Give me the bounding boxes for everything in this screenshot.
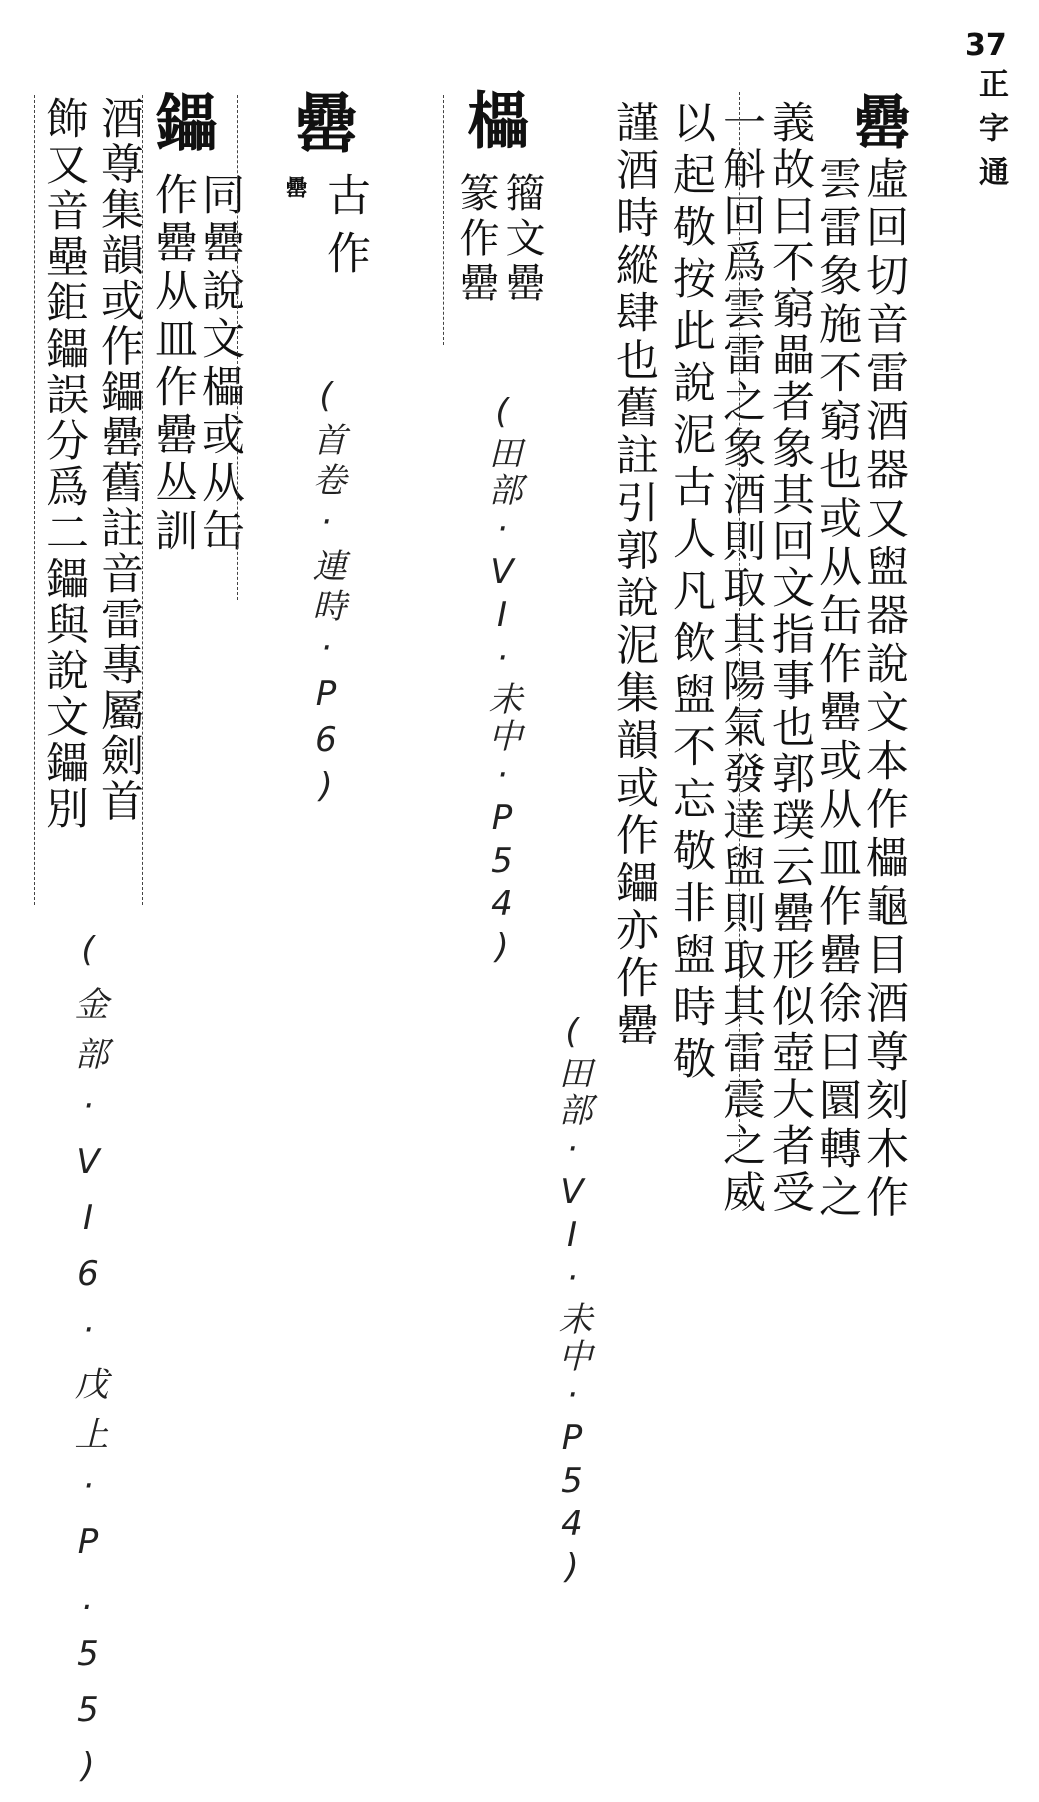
entry-text-column: 篆作罍 bbox=[453, 172, 499, 307]
entry-text-column: 酒尊集韻或作鑘罍舊註音雷專屬劍首 bbox=[94, 96, 144, 824]
variant-glyph: 罍 bbox=[282, 176, 308, 198]
entry-text-column: 作罍从皿作罍丛訓 bbox=[148, 172, 198, 556]
source-note: (金部·VI6·戊上·P.55) bbox=[68, 930, 108, 1802]
entry-text-column: 雲雷象施不窮也或从缶作罍或从皿作罍徐曰圜轉之 bbox=[812, 156, 862, 1223]
column-rule bbox=[237, 95, 238, 600]
page-number: 37 bbox=[965, 28, 1007, 63]
headword: 罍 bbox=[843, 92, 911, 150]
entry-text-column: 謹酒時縱肆也舊註引郭說泥集韻或作鑘亦作罍 bbox=[609, 100, 659, 1050]
book-title: 正字通 bbox=[973, 68, 1008, 200]
entry-text-column: 虛回切音雷酒器又盥器說文本作櫑龜目酒尊刻木作 bbox=[859, 156, 909, 1223]
headword: 櫑 bbox=[457, 88, 530, 150]
headword: 罍 bbox=[283, 90, 358, 154]
source-note: (首卷·連時·P6) bbox=[306, 376, 346, 812]
column-rule bbox=[739, 92, 740, 1152]
column-rule bbox=[34, 95, 35, 905]
entry-text-column: 以起敬按此說泥古人凡飲盥不忘敬非盥時敬 bbox=[666, 100, 716, 1088]
entry-text-column: 古作 bbox=[319, 172, 370, 288]
source-note: (田部·VI·未中·P54) bbox=[482, 392, 522, 970]
column-rule bbox=[443, 95, 444, 345]
entry-text-column: 一斛回爲雲雷之象酒則取其陽氣發達盥則取其雷震之威 bbox=[716, 100, 766, 1216]
column-rule bbox=[142, 95, 143, 905]
entry-text-column: 義故曰不窮畾者象其回文指事也郭璞云罍形似壺大者受 bbox=[765, 100, 815, 1216]
entry-text-column: 籀文罍 bbox=[499, 172, 545, 307]
source-note: (田部·VI·未中·P54) bbox=[552, 1012, 592, 1590]
headword: 鑘 bbox=[145, 90, 218, 152]
entry-text-column: 飾又音壘鉅鑘誤分爲二鑘與說文鑘別 bbox=[39, 96, 89, 832]
entry-text-column: 同罍說文櫑或从缶 bbox=[195, 172, 245, 556]
